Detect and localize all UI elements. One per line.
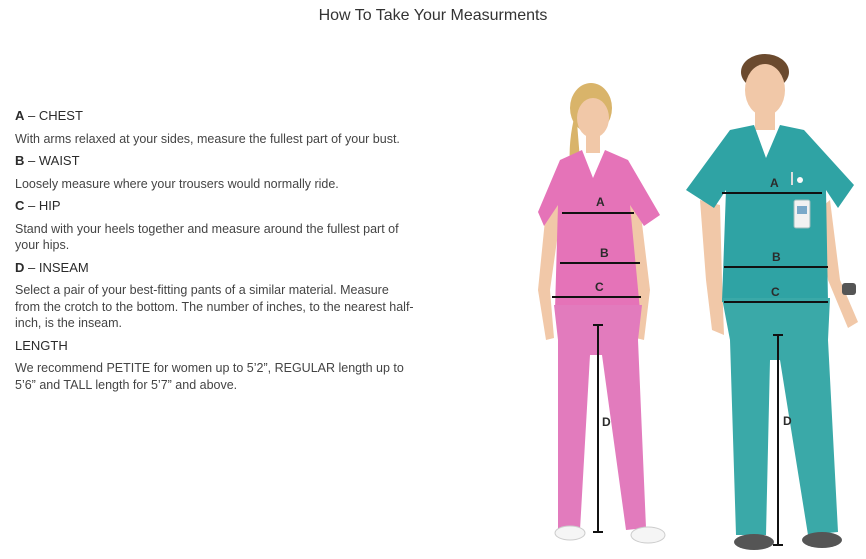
measurement-instructions — [15, 108, 415, 399]
female-scrub-pants — [554, 305, 646, 530]
male-face — [745, 64, 785, 116]
male-label-d: D — [783, 414, 792, 428]
pocket-clip-icon — [797, 177, 803, 183]
male-left-arm — [700, 200, 724, 335]
section-text-hip: Stand with your heels together and measure around the fullest part of your hips. — [15, 221, 399, 252]
section-heading-waist: B – WAIST — [15, 153, 80, 168]
section-text-waist: Loosely measure where your trousers would normally ride. — [15, 176, 339, 191]
female-model — [538, 83, 665, 543]
male-right-shoe — [802, 532, 842, 548]
female-right-shoe — [631, 527, 665, 543]
female-label-d: D — [602, 415, 611, 429]
section-text-inseam: Select a pair of your best-fitting pants of a similar material. Measure from the crotch to the bottom. The number of inches, to the nearest half-inch, is the inseam. — [15, 283, 414, 330]
male-scrub-pants — [722, 298, 838, 535]
male-neck — [755, 112, 775, 130]
male-label-a: A — [770, 176, 779, 190]
id-badge-photo — [797, 206, 807, 214]
page-title: How To Take Your Measurments — [318, 7, 548, 24]
measurement-figure — [430, 40, 866, 558]
male-model — [686, 54, 858, 550]
section-text-chest: With arms relaxed at your sides, measure the fullest part of your bust. — [15, 131, 400, 146]
male-label-c: C — [771, 285, 780, 299]
female-face — [577, 98, 609, 138]
male-left-shoe — [734, 534, 774, 550]
section-heading-hip: C – HIP — [15, 198, 61, 213]
female-neck — [586, 135, 600, 153]
section-heading-chest: A – CHEST — [15, 108, 83, 123]
female-label-b: B — [600, 246, 609, 260]
female-left-shoe — [555, 526, 585, 540]
section-heading-inseam: D – INSEAM — [15, 259, 89, 275]
female-label-a: A — [596, 195, 605, 209]
section-text-length: We recommend PETITE for women up to 5’2”, REGULAR length up to 5’6” and TALL length for 5’7” and above. — [15, 361, 404, 392]
male-label-b: B — [772, 250, 781, 264]
watch-icon — [842, 283, 856, 295]
section-heading-length: LENGTH — [15, 337, 68, 353]
female-label-c: C — [595, 280, 604, 294]
